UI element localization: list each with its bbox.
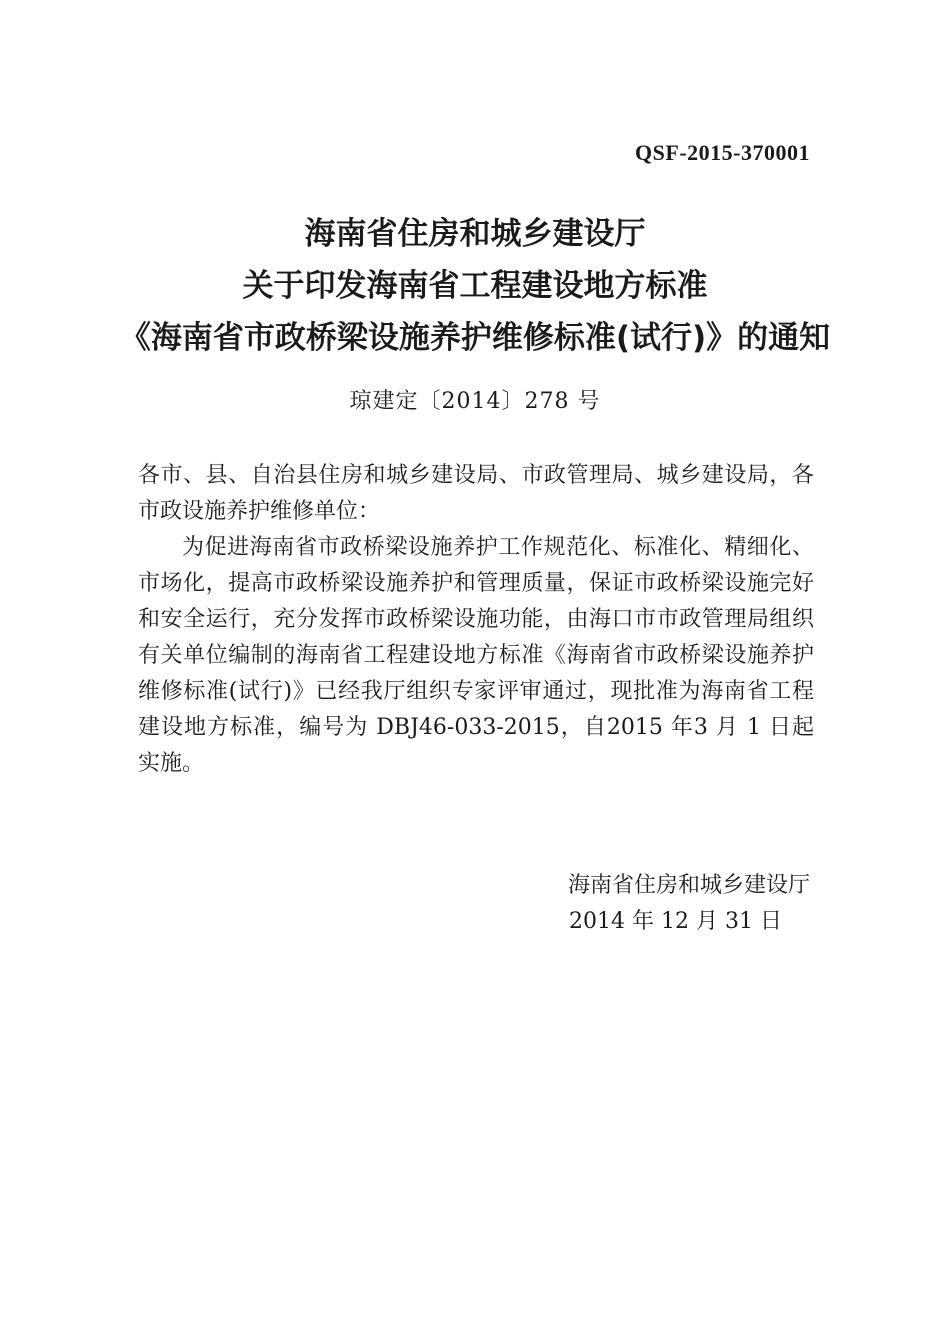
addressee: 各市、县、自治县住房和城乡建设局、市政管理局、城乡建设局，各市政设施养护维修单位： [138, 463, 814, 524]
notice-body [138, 458, 814, 782]
body-paragraph: 为促进海南省市政桥梁设施养护工作规范化、标准化、精细化、市场化，提高市政桥梁设施养护和管理质量，保证市政桥梁设施完好和安全运行，充分发挥市政桥梁设施功能，由海口市市政管理局组织有关单位编制的海南省工程建设地方标准《海南省市政桥梁设施养护维修标准(试行)》已经我厅组织专家评审通过，现批准为海南省工程建设地方标准，编号为 DBJ46-033-2015，自2015 年3 月 1 日起实施。 [138, 535, 814, 776]
signature-block [568, 868, 810, 940]
issuing-organization: 海南省住房和城乡建设厅 [567, 873, 810, 898]
document-number: 琼建定〔2014〕278 号 [349, 389, 601, 414]
title-line-2: 关于印发海南省工程建设地方标准 [242, 268, 708, 304]
issue-date: 2014 年 12 月 31 日 [569, 909, 782, 934]
title-line-3: 《海南省市政桥梁设施养护维修标准(试行)》的通知 [119, 320, 831, 356]
document-code: QSF-2015-370001 [635, 140, 810, 165]
title-line-1: 海南省住房和城乡建设厅 [304, 216, 646, 252]
notice-title [0, 208, 950, 364]
